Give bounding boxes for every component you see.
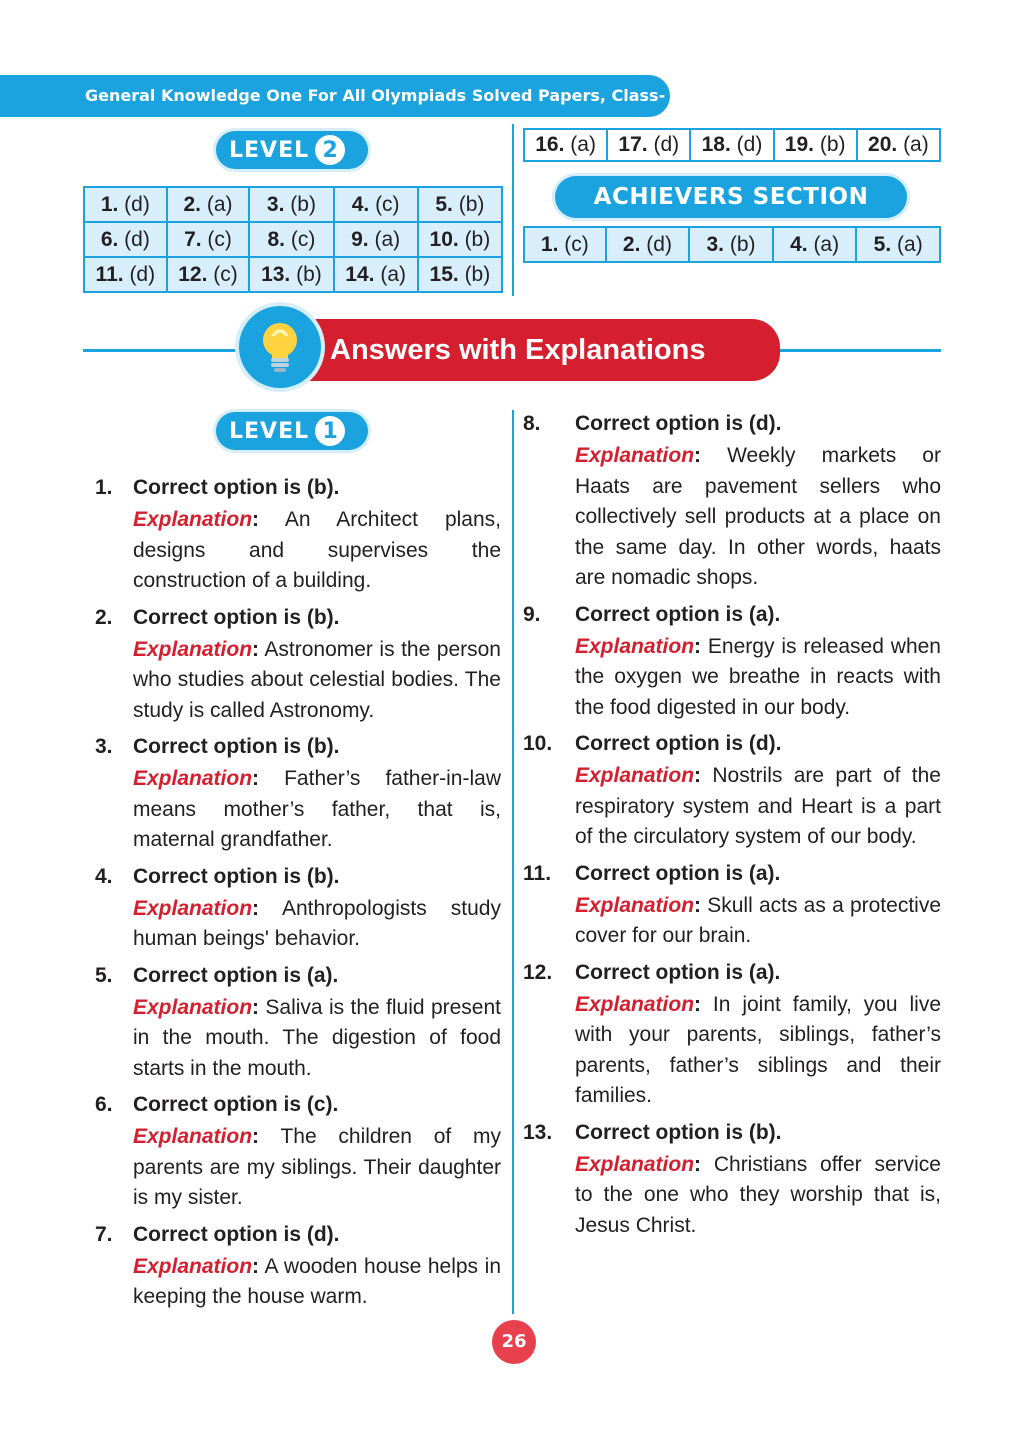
answer-option: (b)	[458, 192, 485, 216]
question-number: 15.	[429, 262, 459, 286]
question-number: 14.	[345, 262, 375, 286]
answer-cell	[334, 222, 418, 257]
explanation-text-block	[575, 990, 941, 1112]
label-colon: :	[694, 634, 702, 658]
level-2-answer-table	[83, 186, 503, 293]
question-number: 5.	[435, 192, 453, 216]
explanation-label: Explanation	[133, 508, 253, 531]
label-colon: :	[252, 637, 260, 661]
label-colon: :	[694, 1152, 702, 1176]
label-colon: :	[694, 992, 702, 1016]
question-number: 6.	[100, 227, 119, 251]
item-number: 11.	[523, 861, 552, 885]
answer-option: (a)	[380, 262, 406, 286]
answer-cell	[167, 257, 250, 292]
question-number: 4.	[790, 232, 808, 256]
achievers-answer-table	[523, 226, 941, 263]
answer-option: (a)	[903, 133, 929, 156]
correct-option: Correct option is (b).	[133, 864, 340, 888]
explanation-label: Explanation	[133, 1254, 253, 1278]
level-number: 1	[315, 416, 345, 446]
achievers-title: ACHIEVERS SECTION	[593, 184, 869, 210]
item-number: 9.	[523, 602, 541, 626]
correct-option: Correct option is (a).	[575, 861, 781, 885]
answer-cell	[689, 227, 773, 262]
answer-option: (a)	[570, 133, 596, 156]
explanation-text: Skull acts as a protective cover for our brain.	[575, 893, 941, 947]
question-number: 2.	[622, 232, 641, 256]
explanations-left-column	[95, 473, 501, 1319]
correct-option: Correct option is (a).	[575, 602, 781, 626]
explanation-text-block	[133, 993, 501, 1085]
explanation-item	[95, 961, 501, 1085]
correct-option: Correct option is (a).	[575, 960, 781, 984]
answer-option: (c)	[207, 227, 232, 251]
answer-cell	[167, 187, 250, 222]
explanation-text-block	[133, 894, 501, 955]
item-number: 4.	[95, 864, 113, 888]
label-colon: :	[252, 767, 260, 790]
explanation-item	[95, 862, 501, 955]
answer-cell	[418, 187, 502, 222]
level-1-badge	[216, 412, 368, 450]
question-number: 5.	[873, 232, 892, 256]
explanation-text-block	[575, 441, 941, 594]
explanation-label: Explanation	[575, 444, 695, 467]
answer-option: (d)	[129, 262, 156, 286]
explanation-text: Father’s father-in-law means mother’s father, that is, maternal grandfather.	[133, 767, 501, 851]
question-number: 12.	[178, 262, 208, 286]
item-number: 13.	[523, 1120, 553, 1144]
explanation-text-block	[575, 1150, 941, 1242]
correct-option: Correct option is (d).	[575, 732, 782, 755]
explanation-label: Explanation	[133, 995, 253, 1019]
explanation-text: Saliva is the fluid present in the mouth. The digestion of food starts in the mouth.	[133, 995, 501, 1080]
label-colon: :	[694, 893, 702, 917]
answer-cell	[856, 227, 940, 262]
question-number: 1.	[100, 192, 119, 216]
explanation-text-block	[133, 635, 501, 727]
explanation-label: Explanation	[133, 767, 253, 790]
answer-cell	[167, 222, 250, 257]
answer-cell	[418, 257, 502, 292]
question-number: 10.	[429, 227, 459, 251]
explanation-item	[95, 732, 501, 856]
question-number: 17.	[618, 133, 648, 156]
table-row	[84, 222, 502, 257]
explanation-item	[523, 1118, 941, 1242]
question-number: 4.	[351, 192, 370, 216]
label-colon: :	[252, 1125, 260, 1148]
explanation-label: Explanation	[133, 896, 253, 920]
column-divider-top	[512, 124, 514, 296]
answer-cell	[418, 222, 502, 257]
explanation-item	[523, 859, 941, 952]
explanation-label: Explanation	[575, 893, 695, 917]
explanation-item	[95, 603, 501, 727]
answer-option: (c)	[213, 262, 238, 286]
item-number: 8.	[523, 412, 541, 435]
explanation-label: Explanation	[575, 1152, 695, 1176]
explanation-item	[523, 409, 941, 594]
section-banner	[290, 319, 780, 381]
achievers-section-badge	[555, 176, 907, 218]
question-number: 18.	[701, 133, 731, 156]
answer-option: (c)	[290, 227, 316, 251]
explanation-label: Explanation	[133, 1125, 253, 1148]
question-number: 8.	[267, 227, 285, 251]
answer-option: (b)	[464, 262, 491, 286]
answer-option: (a)	[897, 232, 923, 256]
explanation-label: Explanation	[575, 634, 695, 658]
explanation-text-block	[575, 632, 941, 724]
table-row	[84, 257, 502, 292]
level-2-badge	[216, 131, 368, 169]
section-title: Answers with Explanations	[330, 334, 706, 366]
level-label: LEVEL	[229, 137, 310, 163]
answer-cell	[249, 257, 333, 292]
correct-option: Correct option is (b).	[133, 605, 340, 629]
book-title: General Knowledge One For All Olympiads Solved Papers, Class-3	[85, 86, 666, 147]
answer-option: (b)	[729, 232, 756, 256]
answer-cell	[249, 222, 333, 257]
explanation-label: Explanation	[575, 992, 695, 1016]
answer-option: (d)	[736, 133, 763, 156]
correct-option: Correct option is (b).	[133, 476, 340, 499]
answer-cell	[606, 227, 690, 262]
item-number: 2.	[95, 605, 113, 629]
explanation-text-block	[133, 1122, 501, 1214]
correct-option: Correct option is (c).	[133, 1093, 339, 1116]
explanation-text: Anthropologists study human beings' behavior.	[133, 896, 501, 950]
explanation-text: Weekly markets or Haats are pavement sellers who collectively sell products at a place on the same day. In other words, haats are nomadic shops.	[575, 444, 941, 589]
page-number: 26	[492, 1320, 536, 1364]
label-colon: :	[252, 896, 260, 920]
explanation-label: Explanation	[133, 637, 253, 661]
answer-cell	[857, 129, 940, 161]
item-number: 10.	[523, 732, 553, 755]
explanation-item	[95, 1090, 501, 1214]
explanation-text-block	[575, 891, 941, 952]
label-colon: :	[694, 764, 702, 787]
question-number: 19.	[784, 133, 814, 156]
answer-option: (b)	[290, 192, 316, 216]
answer-option: (d)	[653, 133, 680, 156]
item-number: 6.	[95, 1093, 113, 1116]
question-number: 20.	[868, 133, 898, 156]
explanation-text: An Architect plans, designs and supervises the construction of a building.	[133, 508, 501, 592]
answer-option: (d)	[124, 227, 150, 251]
answer-cell	[249, 187, 333, 222]
explanation-item	[523, 729, 941, 853]
question-number: 3.	[706, 232, 725, 256]
explanation-text: The children of my parents are my siblings. Their daughter is my sister.	[133, 1125, 501, 1209]
question-number: 13.	[261, 262, 291, 286]
explanation-text: In joint family, you live with your parents, siblings, father’s parents, father’s siblings and their families.	[575, 992, 941, 1107]
answer-cell	[334, 187, 418, 222]
column-divider-body	[512, 410, 514, 1314]
answer-cell	[334, 257, 418, 292]
answer-option: (c)	[375, 192, 400, 216]
answer-cell	[84, 187, 167, 222]
answer-cell	[84, 222, 167, 257]
answer-option: (c)	[564, 232, 589, 256]
label-colon: :	[694, 444, 702, 467]
item-number: 5.	[95, 963, 113, 987]
explanations-right-column	[523, 409, 941, 1247]
explanation-item	[95, 473, 501, 597]
level-label: LEVEL	[229, 418, 310, 444]
correct-option: Correct option is (b).	[133, 735, 340, 758]
question-number: 3.	[266, 192, 285, 216]
answer-cell	[773, 227, 857, 262]
answer-option: (a)	[813, 232, 840, 256]
label-colon: :	[252, 995, 260, 1019]
answer-cell	[607, 129, 690, 161]
label-colon: :	[252, 1254, 260, 1278]
level-number: 2	[315, 135, 345, 165]
explanation-item	[523, 958, 941, 1112]
item-number: 12.	[523, 960, 553, 984]
explanation-text: Christians offer service to the one who they worship that is, Jesus Christ.	[575, 1152, 941, 1237]
answer-option: (b)	[819, 133, 846, 156]
label-colon: :	[252, 508, 260, 531]
correct-option: Correct option is (d).	[133, 1222, 340, 1246]
question-number: 2.	[183, 192, 201, 216]
table-row	[84, 187, 502, 222]
answer-cell	[690, 129, 773, 161]
explanation-text: Astronomer is the person who studies about celestial bodies. The study is called Astronomy.	[133, 637, 501, 722]
answer-option: (d)	[646, 232, 672, 256]
answer-option: (d)	[124, 192, 150, 216]
explanation-item	[95, 1220, 501, 1313]
question-number: 1.	[540, 232, 559, 256]
answer-cell	[524, 227, 606, 262]
explanation-label: Explanation	[575, 764, 695, 787]
item-number: 3.	[95, 735, 113, 758]
explanation-text-block	[133, 1252, 501, 1313]
answer-cell	[774, 129, 857, 161]
explanation-text: Nostrils are part of the respiratory system and Heart is a part of the circulatory system of our body.	[575, 764, 941, 848]
explanation-text-block	[133, 764, 501, 856]
item-number: 1.	[95, 476, 113, 499]
answer-option: (b)	[464, 227, 491, 251]
correct-option: Correct option is (a).	[133, 963, 339, 987]
question-number: 9.	[351, 227, 369, 251]
question-number: 11.	[95, 262, 124, 286]
correct-option: Correct option is (d).	[575, 412, 782, 435]
level-1-answer-table-continued	[523, 128, 941, 162]
correct-option: Correct option is (b).	[575, 1120, 782, 1144]
explanation-text: Energy is released when the oxygen we breathe in reacts with the food digested in our body.	[575, 634, 941, 719]
answer-option: (a)	[374, 227, 401, 251]
answer-option: (a)	[206, 192, 233, 216]
explanation-item	[523, 600, 941, 724]
item-number: 7.	[95, 1222, 113, 1246]
explanation-text-block	[575, 761, 941, 853]
answer-option: (b)	[296, 262, 322, 286]
question-number: 16.	[535, 133, 565, 156]
explanation-text-block	[133, 505, 501, 597]
explanation-text: A wooden house helps in keeping the house warm.	[133, 1254, 501, 1308]
answer-cell	[84, 257, 167, 292]
question-number: 7.	[184, 227, 202, 251]
answer-cell	[524, 129, 607, 161]
lightbulb-icon	[239, 306, 321, 388]
